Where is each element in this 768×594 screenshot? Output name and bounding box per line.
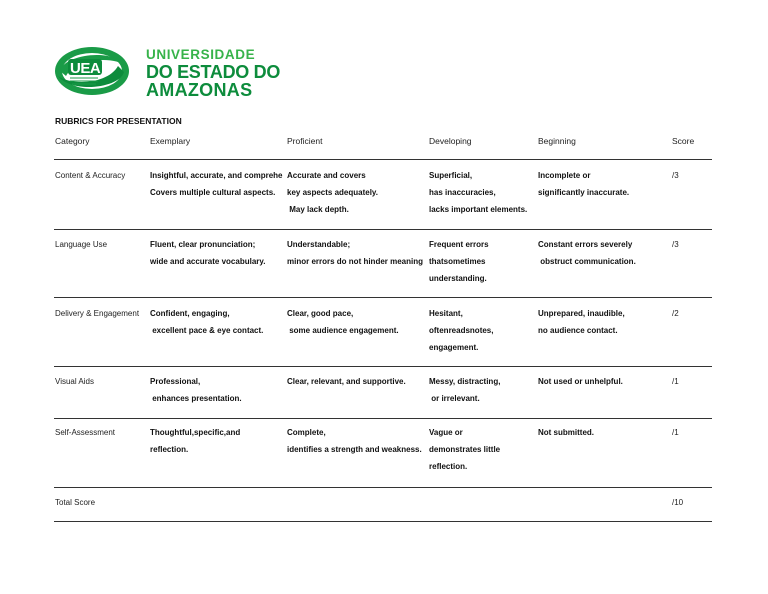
cell-line: reflection. [429, 462, 468, 471]
table-divider [54, 159, 712, 160]
cell-line: Not used or unhelpful. [538, 377, 623, 386]
column-header-proficient: Proficient [287, 136, 323, 146]
word: reads [448, 326, 470, 335]
row-score: /1 [672, 377, 679, 386]
column-header-beginning: Beginning [538, 136, 576, 146]
cell-line: Constant errors severely [538, 240, 633, 249]
table-divider [54, 418, 712, 419]
row-score: /3 [672, 240, 679, 249]
cell-line: wide and accurate vocabulary. [150, 257, 266, 266]
word: often [429, 326, 449, 335]
total-label: Total Score [55, 498, 96, 507]
cell-line: Unprepared, inaudible, [538, 309, 625, 318]
document-title: RUBRICS FOR PRESENTATION [55, 116, 182, 126]
beginning-cell [538, 305, 625, 339]
cell-line: Messy, distracting, [429, 377, 501, 386]
beginning-cell [538, 236, 636, 270]
developing-cell [429, 373, 500, 407]
cell-line-justified [429, 253, 507, 270]
cell-line: Covers multiple cultural aspects. [150, 188, 276, 197]
proficient-cell [287, 236, 423, 270]
cell-line: some audience engagement. [287, 326, 399, 335]
row-score: /3 [672, 171, 679, 180]
exemplary-cell [150, 236, 265, 270]
developing-cell [429, 236, 507, 287]
proficient-cell [287, 305, 399, 339]
row-category: Delivery & Engagement [55, 309, 140, 318]
row-category: Content & Accuracy [55, 171, 126, 180]
cell-line: demonstrates little [429, 445, 501, 454]
beginning-cell [538, 424, 594, 441]
column-header-exemplary: Exemplary [150, 136, 191, 146]
cell-line: Confident, engaging, [150, 309, 230, 318]
university-line-3: AMAZONAS [146, 79, 253, 100]
word: notes, [469, 326, 494, 335]
table-divider [54, 297, 712, 298]
word: sometimes [443, 257, 486, 266]
word: specific, [193, 428, 226, 437]
cell-line: Vague or [429, 428, 463, 437]
cell-line: no audience contact. [538, 326, 618, 335]
cell-line: Accurate and covers [287, 171, 366, 180]
exemplary-cell [150, 167, 283, 201]
cell-line: Frequent errors [429, 240, 489, 249]
row-category: Visual Aids [55, 377, 94, 386]
cell-line: obstruct communication. [538, 257, 636, 266]
cell-line: Insightful, accurate, and comprehe [150, 171, 283, 180]
cell-line: Understandable; [287, 240, 351, 249]
table-divider [54, 366, 712, 367]
cell-line: Clear, good pace, [287, 309, 354, 318]
beginning-cell [538, 373, 623, 390]
exemplary-cell [150, 424, 264, 458]
total-score: /10 [672, 498, 684, 507]
cell-line: key aspects adequately. [287, 188, 379, 197]
university-logo [54, 46, 286, 98]
developing-cell [429, 424, 500, 475]
developing-cell [429, 167, 527, 218]
cell-line: minor errors do not hinder meaning [287, 257, 424, 266]
exemplary-cell [150, 305, 263, 339]
logo-initials: UEA [70, 60, 101, 77]
cell-line: Complete, [287, 428, 326, 437]
cell-line: Hesitant, [429, 309, 463, 318]
column-header-score: Score [672, 136, 695, 146]
cell-line: has inaccuracies, [429, 188, 496, 197]
column-header-developing: Developing [429, 136, 472, 146]
table-divider [54, 487, 712, 488]
column-header-category: Category [55, 136, 90, 146]
cell-line-justified [150, 424, 264, 441]
word: and [226, 428, 241, 437]
university-line-1: UNIVERSIDADE [146, 47, 256, 62]
cell-line: Not submitted. [538, 428, 594, 437]
cell-line: Clear, relevant, and supportive. [287, 377, 406, 386]
cell-line: Superficial, [429, 171, 473, 180]
university-line-2: DO ESTADO DO [146, 61, 281, 82]
cell-line: understanding. [429, 274, 487, 283]
row-score: /2 [672, 309, 679, 318]
cell-line: excellent pace & eye contact. [150, 326, 264, 335]
word: that [429, 257, 444, 266]
row-score: /1 [672, 428, 679, 437]
row-category: Self-Assessment [55, 428, 116, 437]
cell-line: or irrelevant. [429, 394, 480, 403]
proficient-cell [287, 373, 406, 390]
table-divider [54, 521, 712, 522]
cell-line: Fluent, clear pronunciation; [150, 240, 256, 249]
beginning-cell [538, 167, 629, 201]
cell-line: engagement. [429, 343, 479, 352]
cell-line: reflection. [150, 445, 189, 454]
cell-line: significantly inaccurate. [538, 188, 630, 197]
table-divider [54, 229, 712, 230]
university-name [146, 48, 280, 99]
row-category: Language Use [55, 240, 108, 249]
cell-line: identifies a strength and weakness. [287, 445, 422, 454]
proficient-cell [287, 167, 378, 218]
cell-line: enhances presentation. [150, 394, 242, 403]
proficient-cell [287, 424, 422, 458]
word: Thoughtful, [150, 428, 194, 437]
exemplary-cell [150, 373, 242, 407]
cell-line: lacks important elements. [429, 205, 528, 214]
developing-cell [429, 305, 523, 356]
cell-line: May lack depth. [287, 205, 349, 214]
cell-line-justified [429, 322, 523, 339]
cell-line: Incomplete or [538, 171, 591, 180]
cell-line: Professional, [150, 377, 201, 386]
